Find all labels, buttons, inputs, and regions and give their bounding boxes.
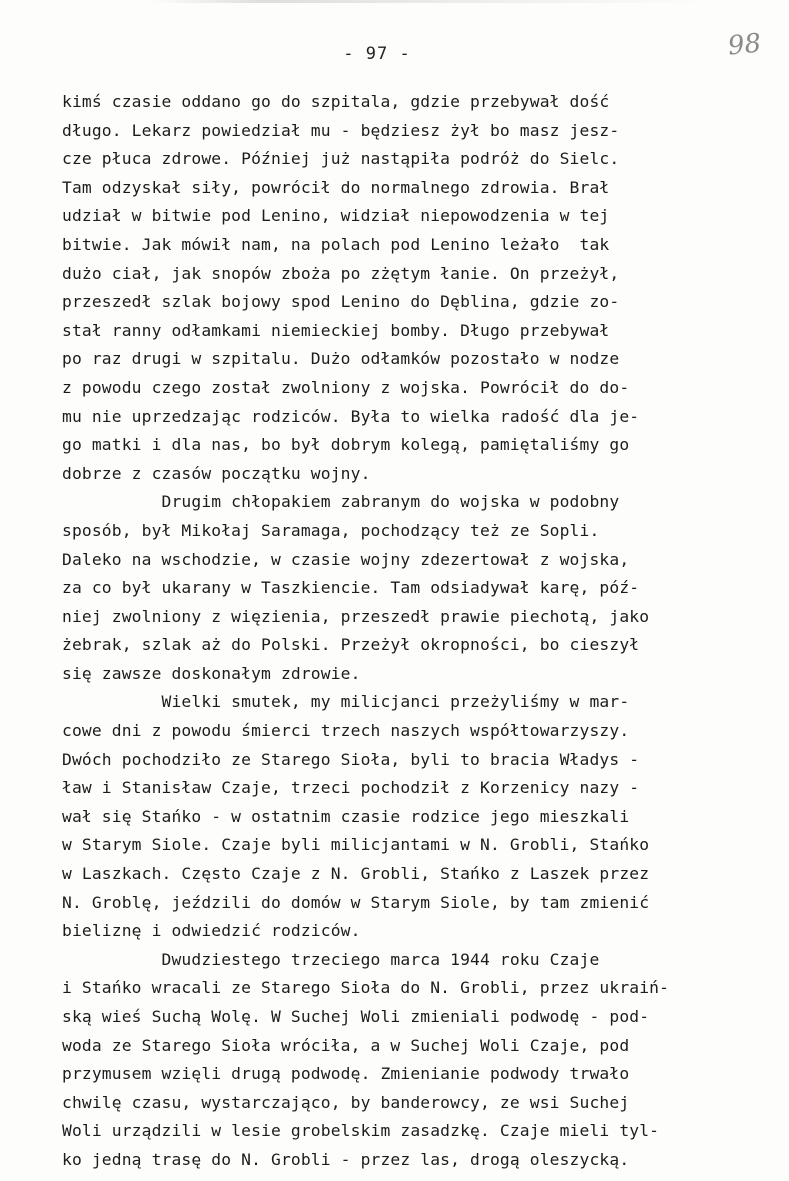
text-line: Dwudziestego trzeciego marca 1944 roku Czaje <box>62 949 600 969</box>
text-line: niej zwolniony z więzienia, przeszedł prawie piechotą, jako <box>62 606 650 626</box>
text-line: w Starym Siole. Czaje byli milicjantami w N. Grobli, Stańko <box>62 835 650 855</box>
text-line: mu nie uprzedzając rodziców. Była to wielka radość dla je- <box>62 406 640 426</box>
text-line: cowe dni z powodu śmierci trzech naszych współtowarzyszy. <box>62 721 630 741</box>
text-line: przymusem wzięli drugą podwodę. Zmienianie podwody trwało <box>62 1064 630 1084</box>
text-line: przeszedł szlak bojowy spod Lenino do Dęblina, gdzie zo- <box>62 292 620 312</box>
text-line: w Laszkach. Często Czaje z N. Grobli, Stańko z Laszek przez <box>62 864 650 884</box>
text-line: ław i Stanisław Czaje, trzeci pochodził z Korzenicy nazy - <box>62 778 640 798</box>
text-line: i Stańko wracali ze Starego Sioła do N. Grobli, przez ukraiń- <box>62 978 670 998</box>
scan-edge <box>150 0 710 3</box>
text-line: długo. Lekarz powiedział mu - będziesz żył bo masz jesz- <box>62 120 620 140</box>
text-line: ską wieś Suchą Wolę. W Suchej Woli zmieniali podwodę - pod- <box>62 1007 650 1026</box>
text-line: Drugim chłopakiem zabranym do wojska w podobny <box>62 492 620 512</box>
text-line: Daleko na wschodzie, w czasie wojny zdezertował z wojska, <box>62 549 630 569</box>
text-line: udział w bitwie pod Lenino, widział niepowodzenia w tej <box>62 206 610 226</box>
text-line: Tam odzyskał siły, powrócił do normalnego zdrowia. Brał <box>62 177 610 197</box>
text-line: dużo ciał, jak snopów zboża po zżętym łanie. On przeżył, <box>62 263 620 283</box>
text-line: bitwie. Jak mówił nam, na polach pod Lenino leżało tak <box>62 234 610 254</box>
text-line: sposób, był Mikołaj Saramaga, pochodzący też ze Sopli. <box>62 520 600 540</box>
text-line: z powodu czego został zwolniony z wojska. Powrócił do do- <box>62 377 630 397</box>
text-line: ko jedną trasę do N. Grobli - przez las, drogą oleszycką. <box>62 1149 630 1169</box>
text-line: N. Groblę, jeździli do domów w Starym Siole, by tam zmienić <box>62 892 650 912</box>
text-line: kimś czasie oddano go do szpitala, gdzie przebywał dość <box>62 92 610 111</box>
text-line: Woli urządzili w lesie grobelskim zasadzkę. Czaje mieli tyl- <box>62 1121 660 1141</box>
text-line: żebrak, szlak aż do Polski. Przeżył okropności, bo cieszył <box>62 635 640 655</box>
handwritten-page-number: 98 <box>726 28 763 62</box>
text-line: za co był ukarany w Taszkiencie. Tam odsiadywał karę, póź- <box>62 578 640 598</box>
text-line: wał się Stańko - w ostatnim czasie rodzice jego mieszkali <box>62 806 630 826</box>
text-line: Wielki smutek, my milicjanci przeżyliśmy w mar- <box>62 692 630 712</box>
page-number: - 97 - <box>343 44 411 64</box>
text-line: go matki i dla nas, bo był dobrym kolegą, pamiętaliśmy go <box>62 435 630 455</box>
typed-text-body <box>62 88 722 1175</box>
text-line: chwilę czasu, wystarczająco, by banderowcy, ze wsi Suchej <box>62 1092 630 1112</box>
text-line: stał ranny odłamkami niemieckiej bomby. Długo przebywał <box>62 320 610 340</box>
text-line: dobrze z czasów początku wojny. <box>62 463 371 483</box>
text-line: cze płuca zdrowe. Później już nastąpiła podróż do Sielc. <box>62 149 620 169</box>
text-line: woda ze Starego Sioła wróciła, a w Suchej Woli Czaje, pod <box>62 1035 630 1055</box>
text-line: się zawsze doskonałym zdrowie. <box>62 663 361 683</box>
text-line: bieliznę i odwiedzić rodziców. <box>62 921 361 941</box>
text-line: po raz drugi w szpitalu. Dużo odłamków pozostało w nodze <box>62 349 620 369</box>
text-line: Dwóch pochodziło ze Starego Sioła, byli to bracia Władys - <box>62 749 640 769</box>
